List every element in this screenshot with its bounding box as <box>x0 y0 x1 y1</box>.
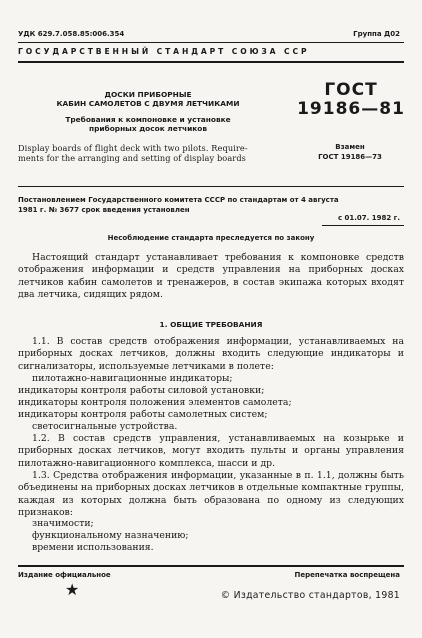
list-item: индикаторы контроля работы самолетных систем; <box>18 409 268 420</box>
title-line-4: приборных досок летчиков <box>88 124 208 133</box>
effective-date: с 01.07. 1982 г. <box>337 214 400 222</box>
list-item: пилотажно-навигационные индикаторы; <box>32 373 233 384</box>
header-rule-top <box>18 42 404 43</box>
reprint-notice: Перепечатка воспрещена <box>294 571 400 579</box>
replaces-standard: ГОСТ 19186—73 <box>318 153 382 161</box>
replaces-label: Взамен <box>335 143 365 151</box>
date-rule <box>322 225 404 226</box>
title-english <box>18 143 282 163</box>
title-english-line-2: ments for the arranging and setting of display boards <box>18 153 246 163</box>
state-standard-heading: ГОСУДАРСТВЕННЫЙ СТАНДАРТ СОЮЗА ССР <box>18 47 310 56</box>
list-item: значимости; <box>32 518 94 529</box>
gost-label: ГОСТ <box>324 80 378 100</box>
section-1-title: 1. ОБЩИЕ ТРЕБОВАНИЯ <box>159 320 263 329</box>
decree-text <box>18 195 404 215</box>
title-line-2: КАБИН САМОЛЕТОВ С ДВУМЯ ЛЕТЧИКАМИ <box>56 99 240 108</box>
list-item: индикаторы контроля положения элементов самолета; <box>18 397 292 408</box>
decree-line-2: 1981 г. № 3677 срок введения установлен <box>18 206 190 214</box>
paragraph-1-3: 1.3. Средства отображения информации, указанные в п. 1.1, должны быть объединены на приборных досках летчиков в отдельные компактные группы, каждая из которых должна быть образована по одному из следующих признаков: <box>18 470 404 519</box>
gost-code: 19186—81 <box>297 99 405 119</box>
star-icon: ★ <box>65 580 80 599</box>
title-english-line-1: Display boards of flight deck with two pilots. Require- <box>18 143 248 153</box>
list-item: функциональному назначению; <box>32 530 189 541</box>
udk-code: УДК 629.7.058.85:006.354 <box>18 30 125 38</box>
copyright: © Издательство стандартов, 1981 <box>220 590 400 601</box>
decree-line-1: Постановлением Государственного комитета СССР по стандартам от 4 августа <box>18 196 339 204</box>
title-line-3: Требования к компоновке и установке <box>65 115 231 124</box>
list-item: времени использования. <box>32 542 154 553</box>
title-line-1: ДОСКИ ПРИБОРНЫЕ <box>104 90 192 99</box>
header-rule-bottom <box>18 61 404 63</box>
decree-rule <box>18 186 404 187</box>
list-item: светосигнальные устройства. <box>32 421 178 432</box>
official-edition: Издание официальное <box>18 571 111 579</box>
replaces-block <box>296 142 404 162</box>
intro-paragraph: Настоящий стандарт устанавливает требования к компоновке средств отображения информации и средств управления на приборных досках летчиков кабин самолетов и тренажеров, в состав экипажа которых входят два летчика, сидящих рядом. <box>18 252 404 301</box>
paragraph-1-1: 1.1. В состав средств отображения информации, устанавливаемых на приборных досках летчиков, должны входить следующие индикаторы и сигнализаторы, используемые летчиками в полете: <box>18 336 404 372</box>
paragraph-1-2: 1.2. В состав средств управления, устанавливаемых на козырьке и приборных досках летчиков, могут входить пульты и органы управления пилотажно-навигационного комплекса, шасси и др. <box>18 433 404 469</box>
law-notice: Несоблюдение стандарта преследуется по закону <box>107 234 315 242</box>
list-item: индикаторы контроля работы силовой установки; <box>18 385 265 396</box>
footer-rule <box>18 565 404 567</box>
group-code: Группа Д02 <box>353 30 400 38</box>
gost-number <box>292 81 410 119</box>
